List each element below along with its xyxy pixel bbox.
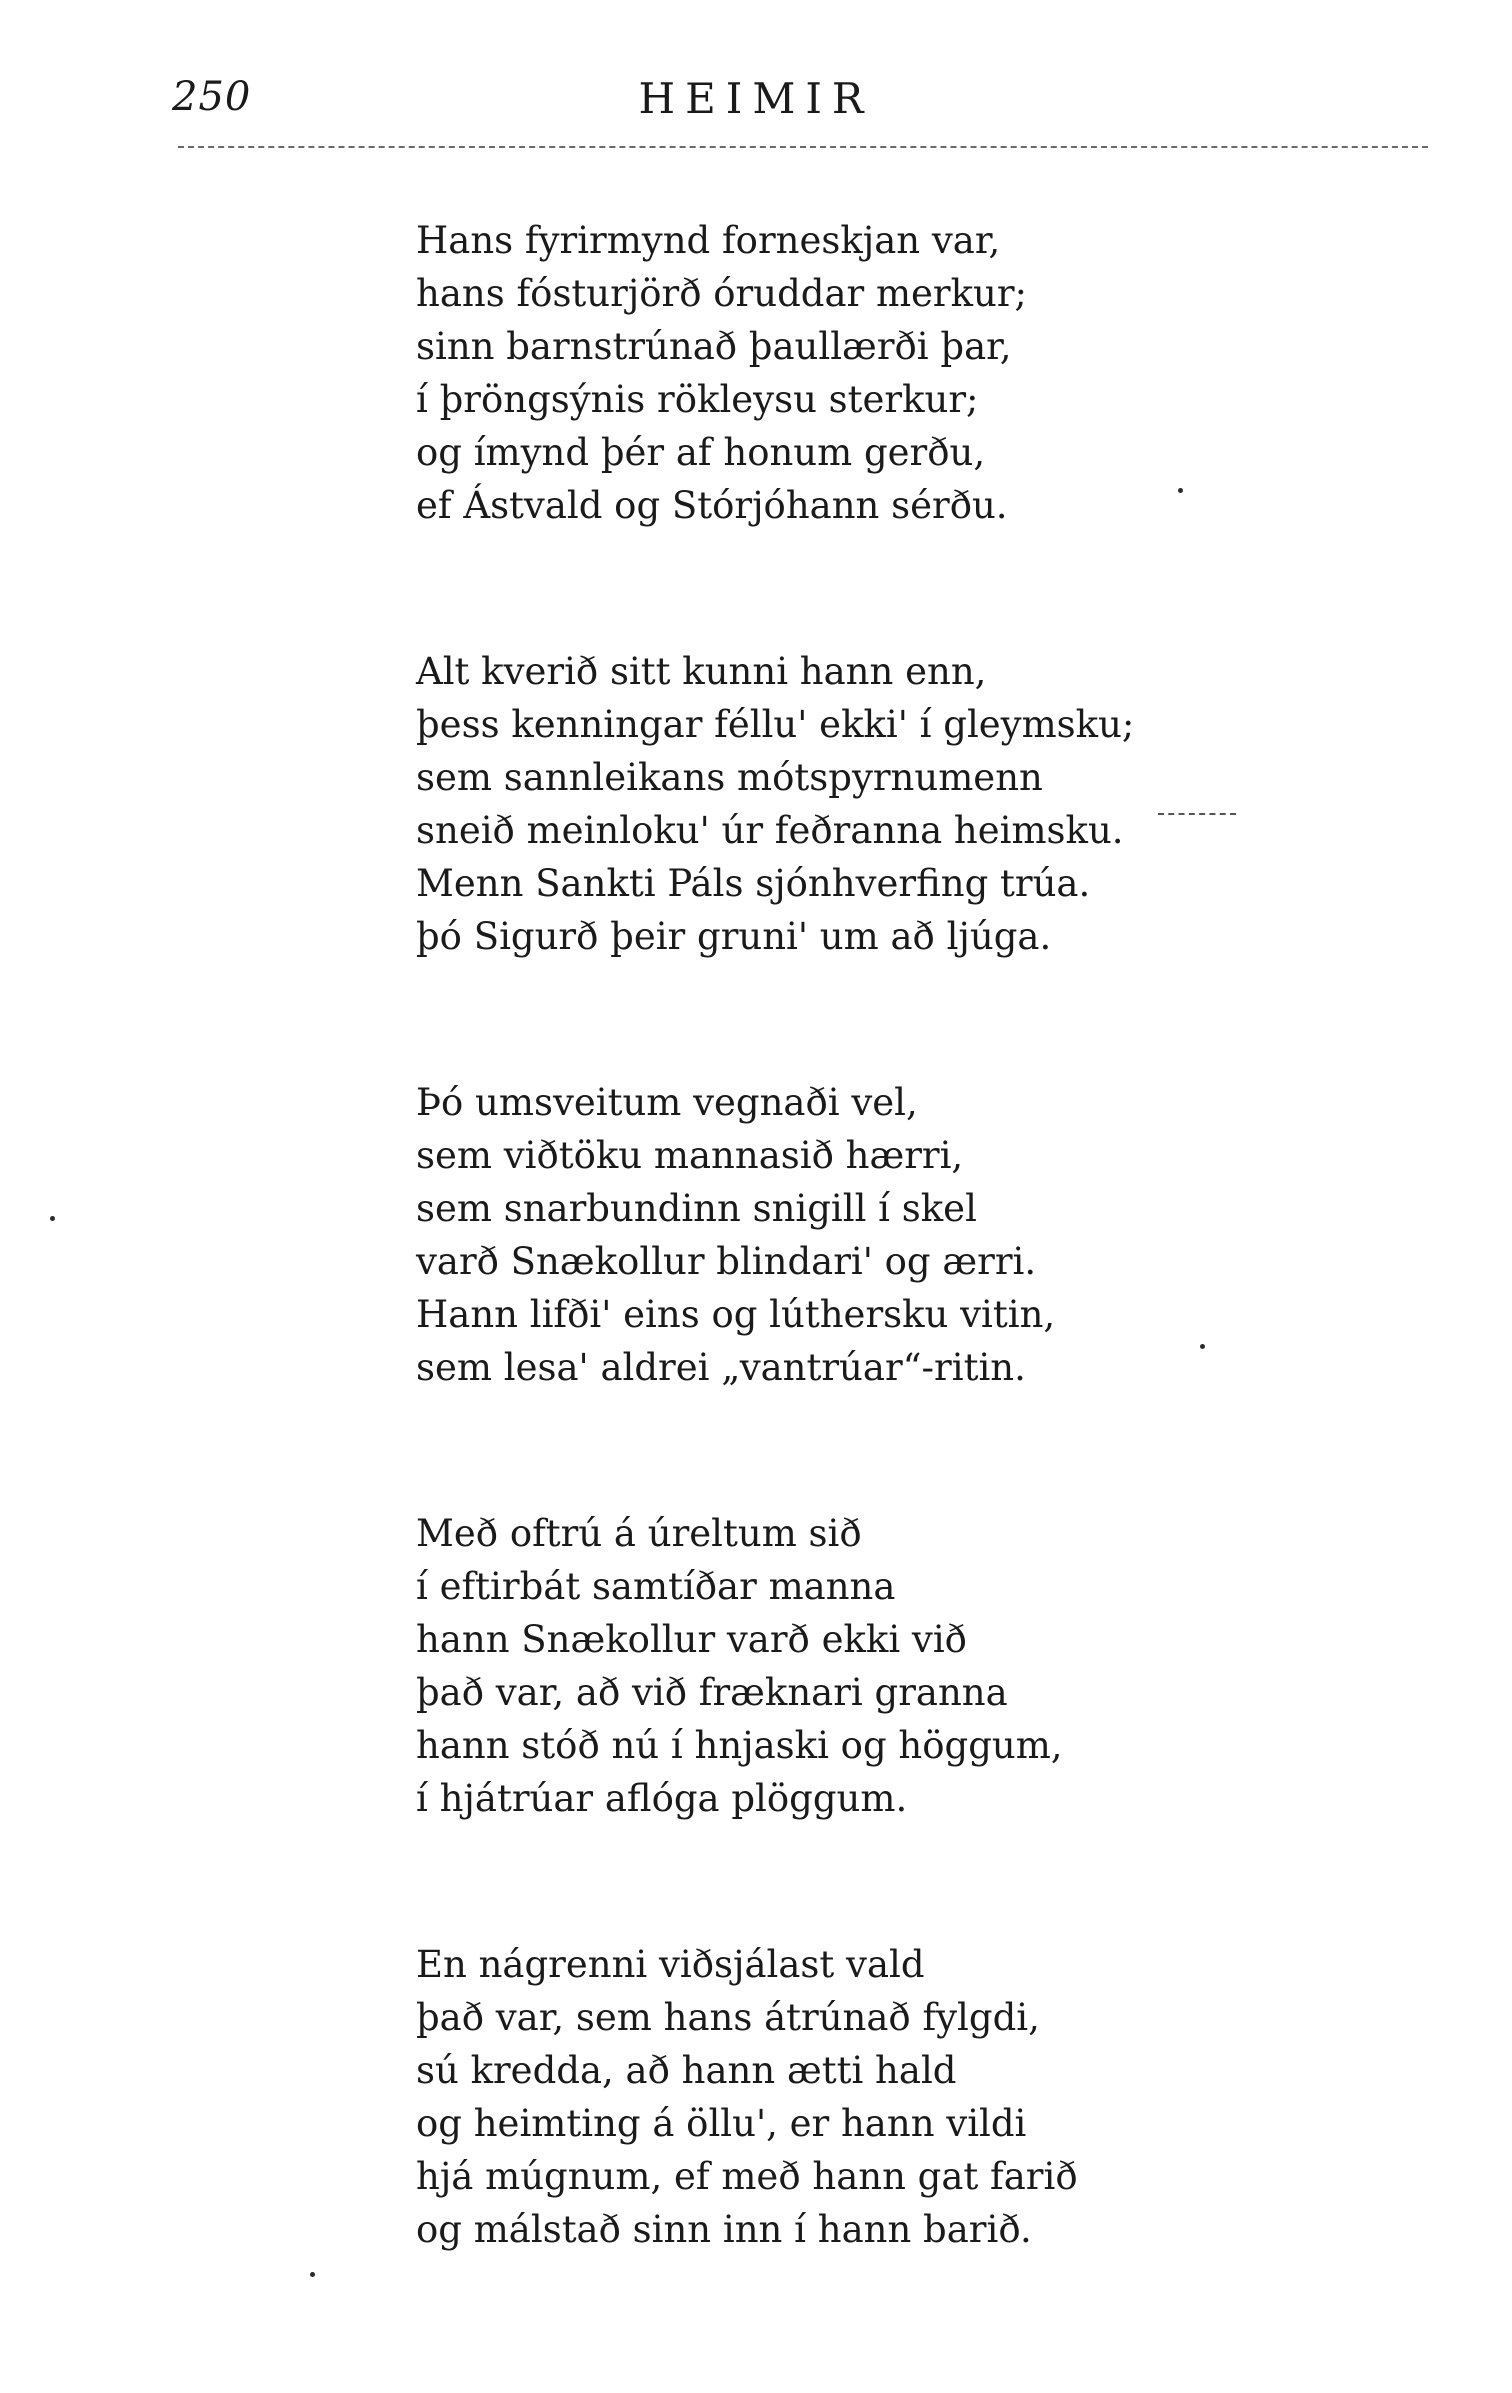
verse-line: og ímynd þér af honum gerðu, (416, 431, 986, 474)
verse-line: Alt kverið sitt kunni hann enn, (416, 650, 987, 693)
verse-line: og heimting á öllu', er hann vildi (416, 2102, 1027, 2145)
verse-line: sem viðtöku mannasið hærri, (416, 1134, 964, 1177)
verse-line: Með oftrú á úreltum sið (416, 1512, 862, 1555)
verse-line: þó Sigurð þeir gruni' um að ljúga. (416, 915, 1052, 958)
header-rule (178, 146, 1428, 148)
verse-line: hann Snækollur varð ekki við (416, 1618, 967, 1661)
verse-line: Þó umsveitum vegnaði vel, (416, 1081, 918, 1124)
stanza-3 (416, 1076, 1134, 1394)
verse-line: Hann lifði' eins og lúthersku vitin, (416, 1293, 1056, 1336)
verse-line: sú kredda, að hann ætti hald (416, 2049, 957, 2092)
verse-line: í þröngsýnis rökleysu sterkur; (416, 378, 979, 421)
verse-line: ef Ástvald og Stórjóhann sérðu. (416, 484, 1008, 527)
margin-mark (1158, 813, 1236, 815)
stanza-4 (416, 1507, 1134, 1825)
verse-line: það var, að við fræknari granna (416, 1671, 1008, 1714)
verse-line: sem lesa' aldrei „vantrúar“-ritin. (416, 1346, 1026, 1389)
stanza-2 (416, 645, 1134, 963)
verse-line: í hjátrúar aflóga plöggum. (416, 1777, 908, 1820)
verse-line: hjá múgnum, ef með hann gat farið (416, 2155, 1078, 2198)
verse-line: það var, sem hans átrúnað fylgdi, (416, 1996, 1040, 2039)
verse-line: Menn Sankti Páls sjónhverfing trúa. (416, 862, 1091, 905)
stanza-1 (416, 214, 1134, 532)
verse-line: hann stóð nú í hnjaski og höggum, (416, 1724, 1063, 1767)
verse-line: hans fósturjörð óruddar merkur; (416, 272, 1028, 315)
print-speck (1178, 488, 1183, 493)
verse-line: sem sannleikans mótspyrnumenn (416, 756, 1043, 799)
verse-line: Hans fyrirmynd forneskjan var, (416, 219, 1001, 262)
verse-line: sinn barnstrúnað þaullærði þar, (416, 325, 1012, 368)
page-number: 250 (172, 74, 252, 120)
print-speck (1200, 1344, 1205, 1349)
verse-line: En nágrenni viðsjálast vald (416, 1943, 925, 1986)
print-speck (310, 2272, 315, 2277)
print-speck (50, 1216, 55, 1221)
verse-line: sem snarbundinn snigill í skel (416, 1187, 977, 1230)
running-title: HEIMIR (638, 74, 874, 123)
verse-line: varð Snækollur blindari' og ærri. (416, 1240, 1037, 1283)
poem (416, 214, 1134, 2369)
verse-line: þess kenningar féllu' ekki' í gleymsku; (416, 703, 1135, 746)
verse-line: í eftirbát samtíðar manna (416, 1565, 896, 1608)
verse-line: sneið meinloku' úr feðranna heimsku. (416, 809, 1124, 852)
verse-line: og málstað sinn inn í hann barið. (416, 2208, 1032, 2251)
stanza-5 (416, 1938, 1134, 2256)
